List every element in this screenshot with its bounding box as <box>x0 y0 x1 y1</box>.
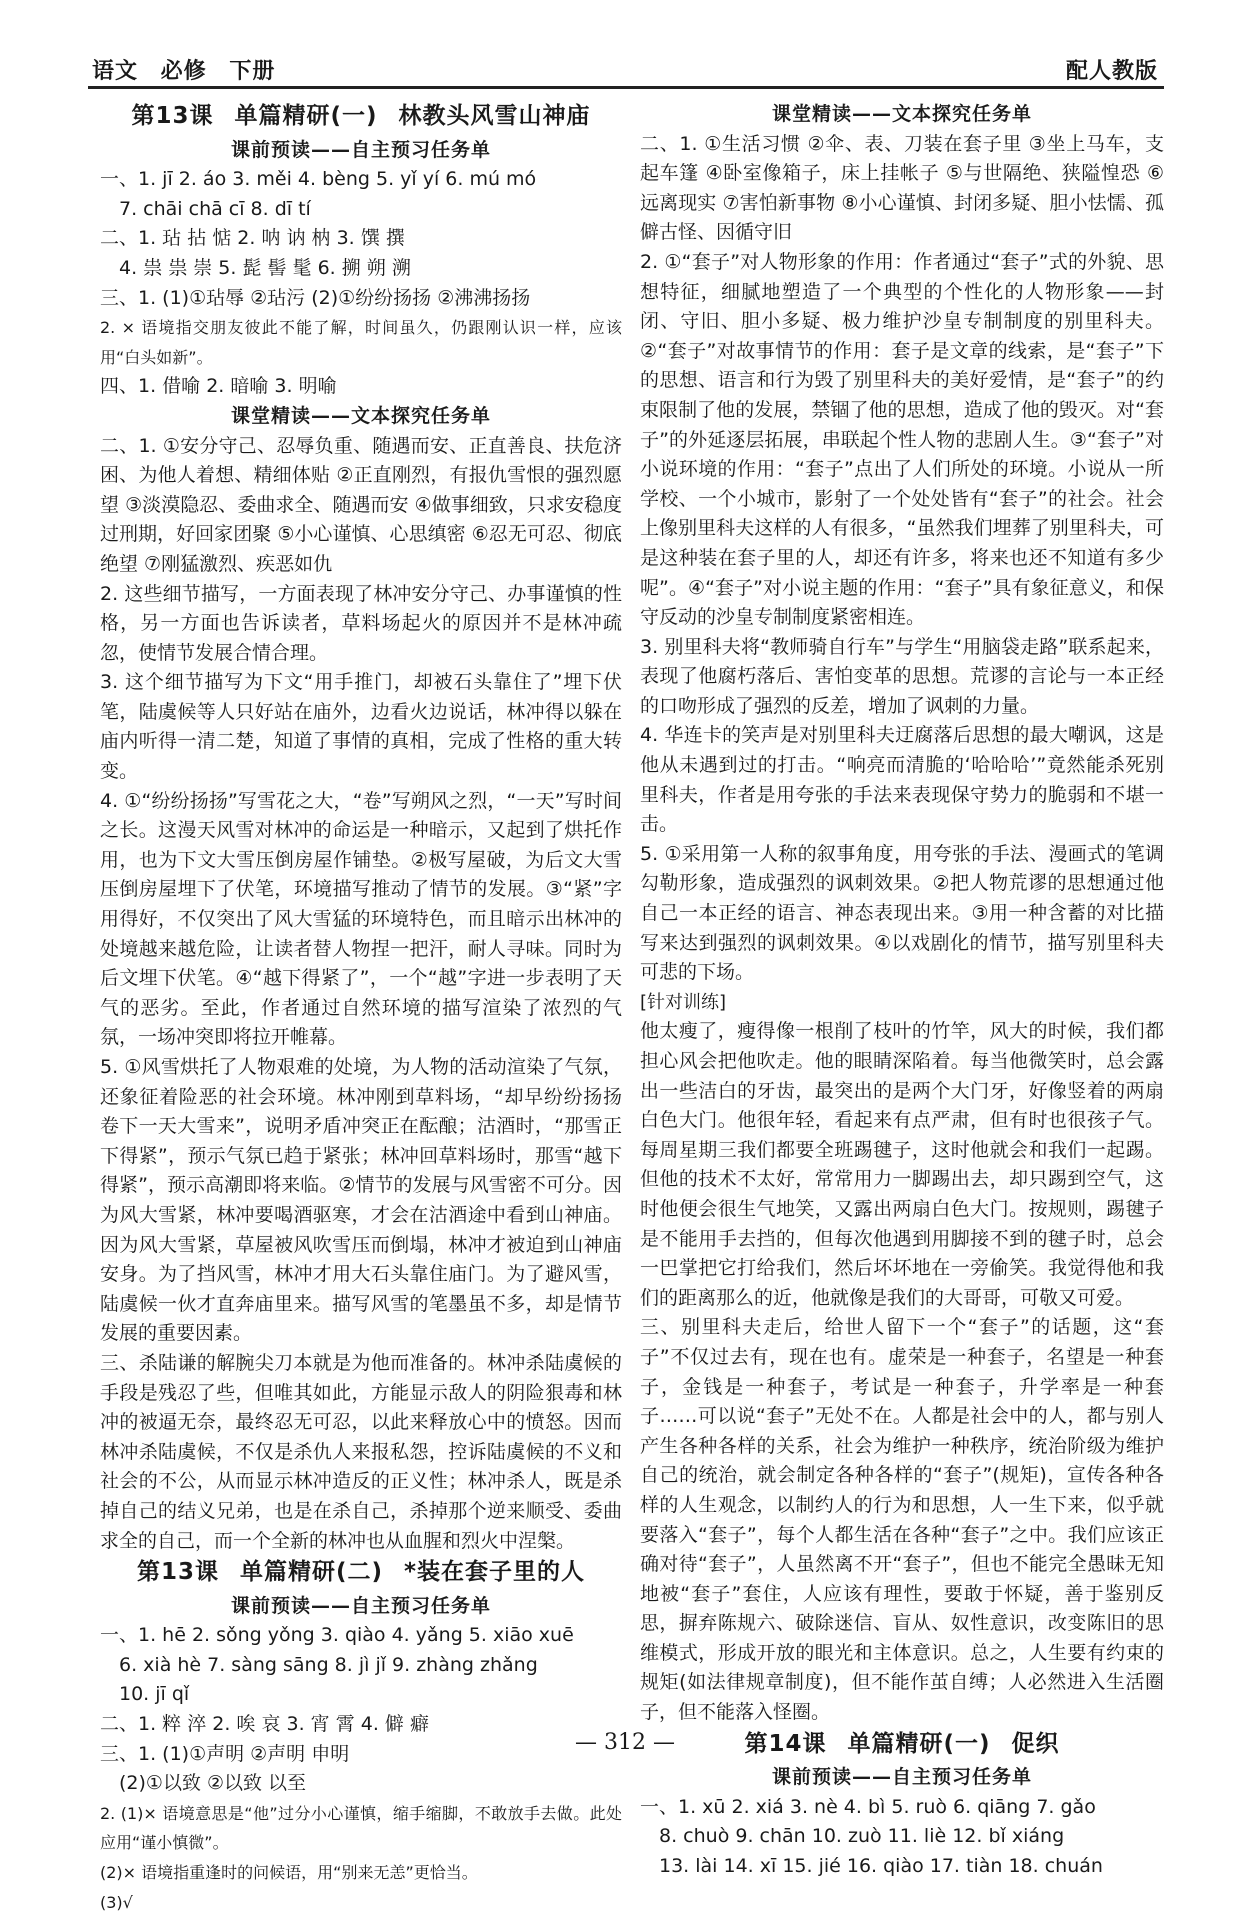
lesson-title: 第13课 单篇精研(二) *装在套子里的人 <box>136 1559 586 1586</box>
answer-line: 8. chuò 9. chān 10. zuò 11. liè 12. bǐ xiáng <box>659 1825 1065 1848</box>
answer-paragraph: 二、1. 粹 淬 2. 唉 哀 3. 宵 霄 4. 僻 癖 <box>100 1713 429 1736</box>
answer-note: 2. × 语境指交朋友彼此不能了解，时间虽久，仍跟刚认识一样，应该用“白头如新”。 <box>100 318 622 367</box>
answer-note: (3)√ <box>100 1892 133 1912</box>
answer-paragraph: 四、1. 借喻 2. 暗喻 3. 明喻 <box>100 375 337 398</box>
answer-paragraph: 5. ①风雪烘托了人物艰难的处境，为人物的活动渲染了气氛，还象征着险恶的社会环境。林冲刚到草料场，“却早纷纷扬扬卷下一天大雪来”，说明矛盾冲突正在酝酿；沽酒时，“那雪正下得紧”，预示气氛已趋于紧张；林冲回草料场时，那雪“越下得紧”，预示高潮即将来临。②情节的发展与风雪密不可分。因为风大雪紧，林冲要喝酒驱寒，才会在沽酒途中看到山神庙。因为风大雪紧，草屋被风吹雪压而倒塌，林冲才被迫到山神庙安身。为了挡风雪，林冲才用大石头靠住庙门。为了避风雪，陆虞候一伙才直奔庙里来。描写风雪的笔墨虽不多，却是情节发展的重要因素。 <box>100 1056 622 1345</box>
answer-paragraph: 三、杀陆谦的解腕尖刀本就是为他而准备的。林冲杀陆虞候的手段是残忍了些，但唯其如此，方能显示敌人的阴险狠毒和林冲的被逼无奈，最终忍无可忍，以此来释放心中的愤怒。因而林冲杀陆虞候，不仅是杀仇人来报私怨，控诉陆虞候的不义和社会的不公，从而显示林冲造反的正义性；林冲杀人，既是杀掉自己的结义兄弟，也是在杀自己，杀掉那个逆来顺受、委曲求全的自己，而一个全新的林冲也从血腥和烈火中涅槃。 <box>100 1351 622 1552</box>
header-rule <box>88 86 1164 89</box>
answer-paragraph: 二、1. 玷 拈 惦 2. 呐 讷 枘 3. 馔 撰 <box>100 227 405 250</box>
answer-paragraph: 三、1. (1)①玷辱 ②玷污 (2)①纷纷扬扬 ②沸沸扬扬 <box>100 286 531 309</box>
answer-line: (2)①以致 ②以致 以至 <box>119 1772 307 1795</box>
page-number: — 312 — <box>575 1730 675 1755</box>
section-title: 课前预读——自主预习任务单 <box>771 1766 1032 1789</box>
answer-line: 4. 祟 祟 崇 5. 髭 髻 髦 6. 搠 朔 溯 <box>119 256 411 279</box>
answer-paragraph: 4. ①“纷纷扬扬”写雪花之大，“卷”写朔风之烈，“一天”写时间之长。这漫天风雪对林冲的命运是一种暗示，又起到了烘托作用，也为下文大雪压倒房屋作铺垫。②极写屋破，为后文大雪压倒房屋埋下了伏笔，环境描写推动了情节的发展。③“紧”字用得好，不仅突出了风大雪猛的环境特色，而且暗示出林冲的处境越来越危险，让读者替人物捏一把汗，耐人寻味。同时为后文埋下伏笔。④“越下得紧了”，一个“越”字进一步表明了天气的恶劣。至此，作者通过自然环境的描写渲染了浓烈的气氛，一场冲突即将拉开帷幕。 <box>100 789 622 1049</box>
answer-paragraph: 3. 别里科夫将“教师骑自行车”与学生“用脑袋走路”联系起来，表现了他腐朽落后、害怕变革的思想。荒谬的言论与一本正经的口吻形成了强烈的反差，增加了讽刺的力量。 <box>640 635 1164 717</box>
answer-line: 10. jī qǐ <box>119 1683 190 1706</box>
section-title: 课前预读——自主预习任务单 <box>230 138 491 161</box>
answer-paragraph: 2. ①“套子”对人物形象的作用：作者通过“套子”式的外貌、思想特征，细腻地塑造了一个典型的个性化的人物形象——封闭、守旧、胆小多疑、极力维护沙皇专制制度的别里科夫。②“套子”对故事情节的作用：套子是文章的线索，是“套子”下的思想、语言和行为毁了别里科夫的美好爱情，是“套子”的约束限制了他的发展，禁锢了他的思想，造成了他的毁灭。对“套子”的外延逐层拓展，串联起个性人物的悲剧人生。③“套子”对小说环境的作用：“套子”点出了人们所处的环境。小说从一所学校、一个小城市，影射了一个处处皆有“套子”的社会。社会上像别里科夫这样的人有很多，“虽然我们埋葬了别里科夫，可是这种装在套子里的人，却还有许多，将来也还不知道有多少呢”。④“套子”对小说主题的作用：“套子”具有象征意义，和保守反动的沙皇专制制度紧密相连。 <box>640 250 1164 629</box>
training-label: [针对训练] <box>640 991 727 1013</box>
answer-paragraph: 4. 华连卡的笑声是对别里科夫迂腐落后思想的最大嘲讽，这是他从未遇到过的打击。“响亮而清脆的‘哈哈哈’”竟然能杀死别里科夫，作者是用夸张的手法来表现保守势力的脆弱和不堪一击。 <box>640 724 1164 836</box>
left-column <box>100 100 622 1917</box>
lesson-title: 第13课 单篇精研(一) 林教头风雪山神庙 <box>131 103 591 129</box>
answer-paragraph: 他太瘦了，瘦得像一根削了枝叶的竹竿，风大的时候，我们都担心风会把他吹走。他的眼睛深陷着。每当他微笑时，总会露出一些洁白的牙齿，最突出的是两个大门牙，好像竖着的两扇白色大门。他很年轻，看起来有点严肃，但有时也很孩子气。每周星期三我们都要全班踢毽子，这时他就会和我们一起踢。但他的技术不太好，常常用力一脚踢出去，却只踢到空气，这时他便会很生气地笑，又露出两扇白色大门。按规则，踢毽子是不能用手去挡的，但每次他遇到用脚接不到的毽子时，总会一巴掌把它打给我们，然后坏坏地在一旁偷笑。我觉得他和我们的距离那么的近，他就像是我们的大哥哥，可敬又可爱。 <box>640 1020 1164 1309</box>
answer-paragraph: 2. 这些细节描写，一方面表现了林冲安分守己、办事谨慎的性格，另一方面也告诉读者，草料场起火的原因并不是林冲疏忽，使情节发展合情合理。 <box>100 582 622 664</box>
section-title: 课堂精读——文本探究任务单 <box>230 404 491 427</box>
edition-label: 配人教版 <box>1065 59 1158 84</box>
answer-paragraph: 三、1. (1)①声明 ②声明 申明 <box>100 1742 350 1765</box>
page-header <box>88 50 1164 90</box>
book-title: 语文 必修 下册 <box>92 59 276 84</box>
answer-paragraph: 一、1. hē 2. sǒng yǒng 3. qiào 4. yǎng 5. xiāo xuē <box>100 1624 574 1647</box>
answer-paragraph: 3. 这个细节描写为下文“用手推门，却被石头靠住了”埋下伏笔，陆虞候等人只好站在庙外，边看火边说话，林冲得以躲在庙内听得一清二楚，知道了事情的真相，完成了性格的重大转变。 <box>100 671 622 783</box>
section-title: 课堂精读——文本探究任务单 <box>771 103 1032 125</box>
answer-note: (2)× 语境指重逢时的问候语，用“别来无恙”更恰当。 <box>100 1863 478 1883</box>
answer-paragraph: 二、1. ①生活习惯 ②伞、表、刀装在套子里 ③坐上马车，支起车篷 ④卧室像箱子，床上挂帐子 ⑤与世隔绝、狭隘惶恐 ⑥远离现实 ⑦害怕新事物 ⑧小心谨慎、封闭多疑、胆小怯懦、孤僻古怪、因循守旧 <box>640 132 1164 244</box>
answer-line: 6. xià hè 7. sàng sāng 8. jì jǐ 9. zhàng zhǎng <box>119 1653 538 1676</box>
answer-paragraph: 三、别里科夫走后，给世人留下一个“套子”的话题，这“套子”不仅过去有，现在也有。虚荣是一种套子，名望是一种套子，金钱是一种套子，考试是一种套子，升学率是一种套子……可以说“套子”无处不在。人都是社会中的人，都与别人产生各种各样的关系，社会为维护一种秩序，统治阶级为维护自己的统治，就会制定各种各样的“套子”(规矩)，宣传各种各样的人生观念，以制约人的行为和思想，人一生下来，似乎就要落入“套子”，每个人都生活在各种“套子”之中。我们应该正确对待“套子”，人虽然离不开“套子”，但也不能完全愚昧无知地被“套子”套住，人应该有理性，要敢于怀疑，善于鉴别反思，摒弃陈规六、破除迷信、盲从、奴性意识，改变陈旧的思维模式，形成开放的眼光和主体意识。总之，人生要有约束的规矩(如法律规章制度)，但不能作茧自缚；人必然进入生活圈子，但不能落入怪圈。 <box>640 1316 1164 1724</box>
answer-paragraph: 二、1. ①安分守己、忍辱负重、随遇而安、正直善良、扶危济困、为他人着想、精细体贴 ②正直刚烈，有报仇雪恨的强烈愿望 ③淡漠隐忍、委曲求全、随遇而安 ④做事细致，只求安稳度过刑期，好回家团聚 ⑤小心谨慎、心思缜密 ⑥忍无可忍、彻底绝望 ⑦刚猛激烈、疾恶如仇 <box>100 434 622 575</box>
lesson-title: 第14课 单篇精研(一) 促织 <box>744 1730 1060 1757</box>
answer-line: 7. chāi chā cī 8. dī tí <box>119 197 311 220</box>
answer-note: 2. (1)× 语境意思是“他”过分小心谨慎，缩手缩脚，不敢放手去做。此处应用“谨小慎微”。 <box>100 1803 622 1853</box>
answer-paragraph: 5. ①采用第一人称的叙事角度，用夸张的手法、漫画式的笔调勾勒形象，造成强烈的讽刺效果。②把人物荒谬的思想通过他自己一本正经的语言、神态表现出来。③用一种含蓄的对比描写来达到强烈的讽刺效果。④以戏剧化的情节，描写别里科夫可悲的下场。 <box>640 842 1164 984</box>
right-column <box>640 100 1164 1882</box>
answer-paragraph: 一、1. xū 2. xiá 3. nè 4. bì 5. ruò 6. qiāng 7. gǎo <box>640 1795 1096 1818</box>
answer-line: 13. lài 14. xī 15. jié 16. qiào 17. tiàn 18. chuán <box>659 1855 1103 1878</box>
section-title: 课前预读——自主预习任务单 <box>230 1594 491 1617</box>
answer-paragraph: 一、1. jī 2. áo 3. měi 4. bèng 5. yǐ yí 6. mú mó <box>100 168 537 191</box>
